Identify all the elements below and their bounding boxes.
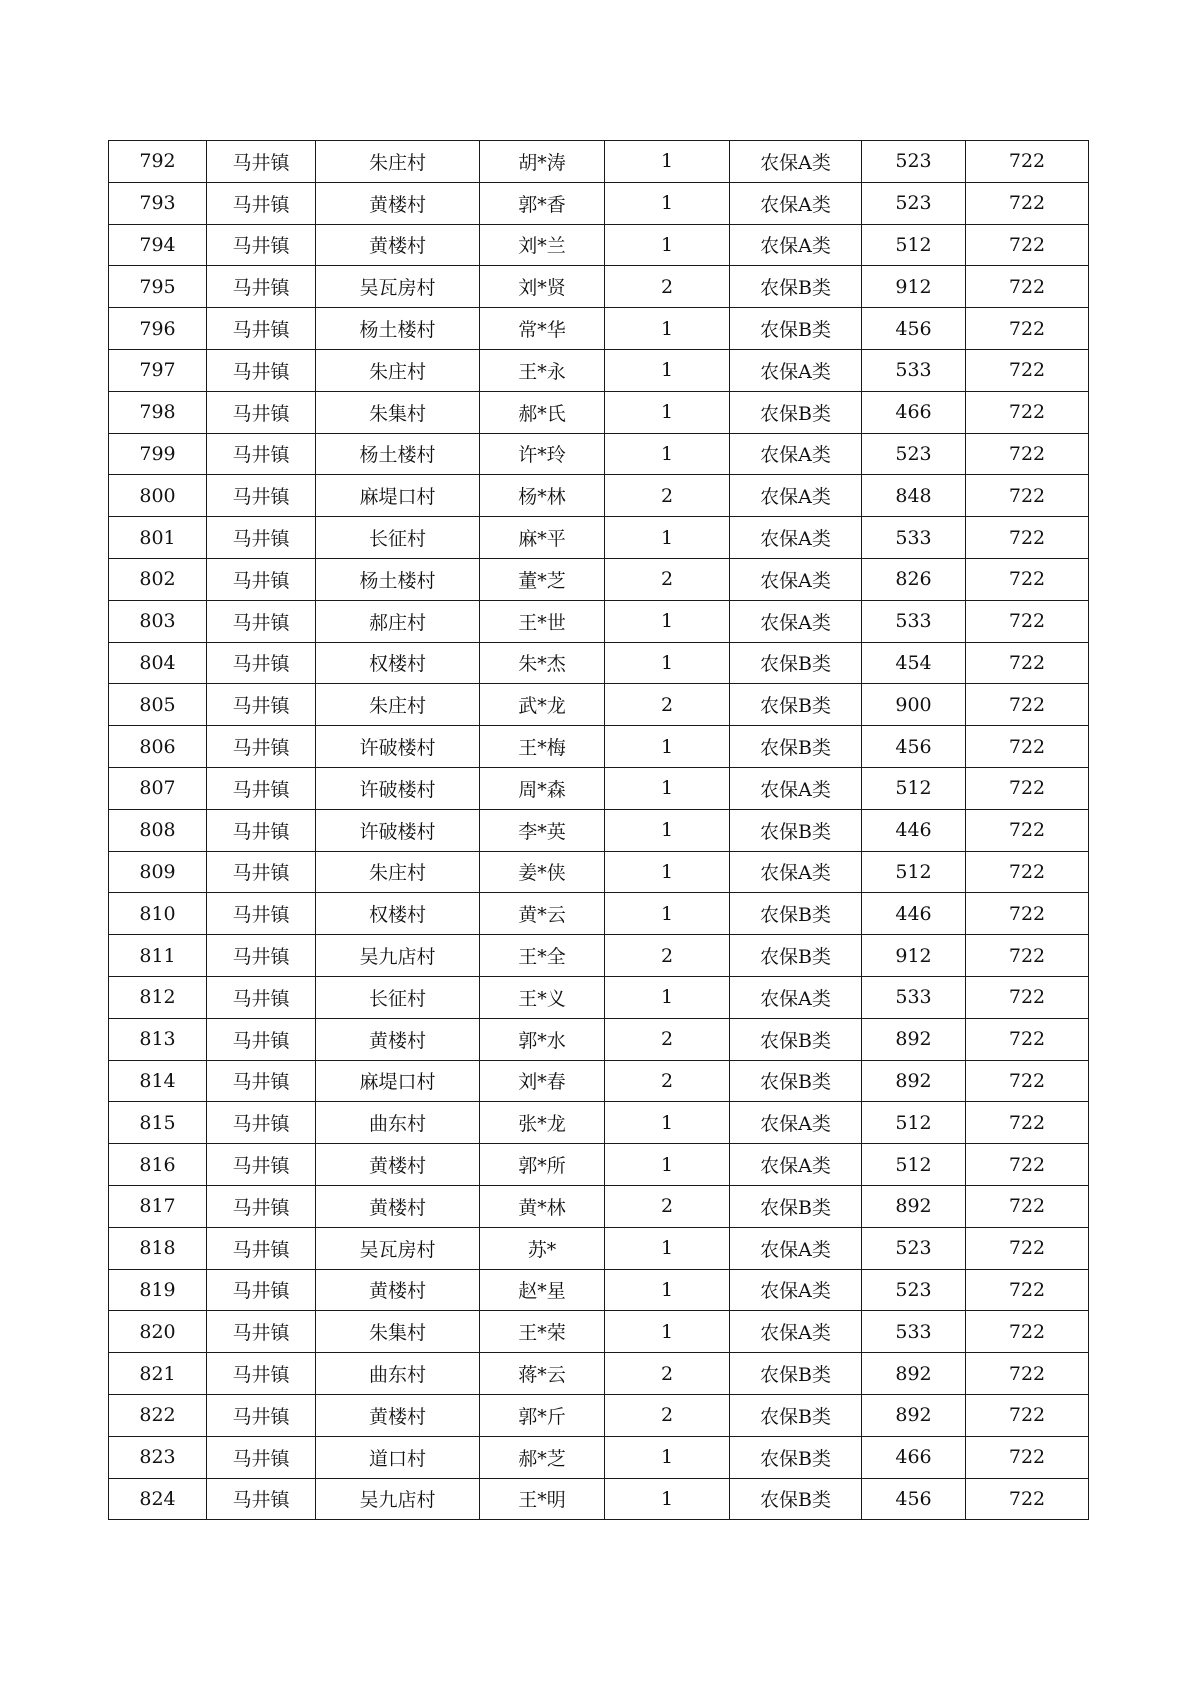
table-row <box>109 517 1089 559</box>
town-cell: 马井镇 <box>207 558 316 600</box>
table-row <box>109 1227 1089 1269</box>
amount-cell: 892 <box>862 1185 966 1227</box>
village-cell: 杨土楼村 <box>316 433 480 475</box>
table-row <box>109 349 1089 391</box>
household-size-cell: 2 <box>605 935 730 977</box>
name-cell: 郭*所 <box>480 1144 605 1186</box>
village-cell: 长征村 <box>316 976 480 1018</box>
town-cell: 马井镇 <box>207 851 316 893</box>
row-number-cell: 792 <box>109 141 207 183</box>
row-number-cell: 800 <box>109 475 207 517</box>
town-cell: 马井镇 <box>207 475 316 517</box>
household-size-cell: 1 <box>605 726 730 768</box>
amount-cell: 523 <box>862 1269 966 1311</box>
standard-cell: 722 <box>966 1269 1089 1311</box>
name-cell: 黄*云 <box>480 893 605 935</box>
row-number-cell: 798 <box>109 391 207 433</box>
name-cell: 王*明 <box>480 1478 605 1520</box>
standard-cell: 722 <box>966 433 1089 475</box>
household-size-cell: 1 <box>605 600 730 642</box>
row-number-cell: 812 <box>109 976 207 1018</box>
amount-cell: 512 <box>862 851 966 893</box>
name-cell: 姜*侠 <box>480 851 605 893</box>
household-size-cell: 1 <box>605 391 730 433</box>
town-cell: 马井镇 <box>207 642 316 684</box>
village-cell: 黄楼村 <box>316 182 480 224</box>
household-size-cell: 1 <box>605 851 730 893</box>
amount-cell: 512 <box>862 1102 966 1144</box>
amount-cell: 512 <box>862 224 966 266</box>
village-cell: 吴九店村 <box>316 1478 480 1520</box>
standard-cell: 722 <box>966 1060 1089 1102</box>
town-cell: 马井镇 <box>207 1353 316 1395</box>
name-cell: 麻*平 <box>480 517 605 559</box>
amount-cell: 523 <box>862 141 966 183</box>
village-cell: 长征村 <box>316 517 480 559</box>
row-number-cell: 807 <box>109 767 207 809</box>
household-size-cell: 1 <box>605 1436 730 1478</box>
amount-cell: 900 <box>862 684 966 726</box>
table-row <box>109 1394 1089 1436</box>
row-number-cell: 810 <box>109 893 207 935</box>
name-cell: 蒋*云 <box>480 1353 605 1395</box>
household-size-cell: 2 <box>605 1185 730 1227</box>
amount-cell: 523 <box>862 182 966 224</box>
village-cell: 道口村 <box>316 1436 480 1478</box>
household-size-cell: 1 <box>605 976 730 1018</box>
village-cell: 黄楼村 <box>316 1144 480 1186</box>
amount-cell: 446 <box>862 809 966 851</box>
name-cell: 刘*兰 <box>480 224 605 266</box>
household-size-cell: 2 <box>605 475 730 517</box>
standard-cell: 722 <box>966 475 1089 517</box>
village-cell: 权楼村 <box>316 893 480 935</box>
insurance-type-cell: 农保A类 <box>730 1269 862 1311</box>
town-cell: 马井镇 <box>207 1478 316 1520</box>
standard-cell: 722 <box>966 1018 1089 1060</box>
standard-cell: 722 <box>966 1227 1089 1269</box>
village-cell: 吴瓦房村 <box>316 1227 480 1269</box>
village-cell: 朱集村 <box>316 1311 480 1353</box>
standard-cell: 722 <box>966 726 1089 768</box>
town-cell: 马井镇 <box>207 349 316 391</box>
row-number-cell: 796 <box>109 308 207 350</box>
row-number-cell: 808 <box>109 809 207 851</box>
table-row <box>109 976 1089 1018</box>
standard-cell: 722 <box>966 224 1089 266</box>
village-cell: 郝庄村 <box>316 600 480 642</box>
table-row <box>109 224 1089 266</box>
village-cell: 朱集村 <box>316 391 480 433</box>
name-cell: 武*龙 <box>480 684 605 726</box>
household-size-cell: 1 <box>605 809 730 851</box>
standard-cell: 722 <box>966 517 1089 559</box>
town-cell: 马井镇 <box>207 1102 316 1144</box>
household-size-cell: 1 <box>605 349 730 391</box>
village-cell: 朱庄村 <box>316 684 480 726</box>
table-row <box>109 1436 1089 1478</box>
town-cell: 马井镇 <box>207 224 316 266</box>
town-cell: 马井镇 <box>207 809 316 851</box>
name-cell: 刘*春 <box>480 1060 605 1102</box>
table-row <box>109 433 1089 475</box>
amount-cell: 466 <box>862 1436 966 1478</box>
table-row <box>109 809 1089 851</box>
table-row <box>109 391 1089 433</box>
town-cell: 马井镇 <box>207 893 316 935</box>
village-cell: 吴九店村 <box>316 935 480 977</box>
household-size-cell: 1 <box>605 1478 730 1520</box>
town-cell: 马井镇 <box>207 1311 316 1353</box>
household-size-cell: 1 <box>605 893 730 935</box>
household-size-cell: 2 <box>605 1394 730 1436</box>
insurance-type-cell: 农保B类 <box>730 391 862 433</box>
table-row <box>109 1018 1089 1060</box>
row-number-cell: 813 <box>109 1018 207 1060</box>
row-number-cell: 824 <box>109 1478 207 1520</box>
household-size-cell: 1 <box>605 517 730 559</box>
amount-cell: 466 <box>862 391 966 433</box>
insurance-type-cell: 农保B类 <box>730 1018 862 1060</box>
amount-cell: 512 <box>862 1144 966 1186</box>
household-size-cell: 1 <box>605 224 730 266</box>
town-cell: 马井镇 <box>207 182 316 224</box>
town-cell: 马井镇 <box>207 767 316 809</box>
insurance-type-cell: 农保A类 <box>730 976 862 1018</box>
standard-cell: 722 <box>966 1311 1089 1353</box>
household-size-cell: 1 <box>605 642 730 684</box>
insurance-type-cell: 农保A类 <box>730 433 862 475</box>
records-table <box>108 140 1089 1520</box>
insurance-type-cell: 农保A类 <box>730 517 862 559</box>
amount-cell: 512 <box>862 767 966 809</box>
town-cell: 马井镇 <box>207 935 316 977</box>
amount-cell: 456 <box>862 1478 966 1520</box>
household-size-cell: 1 <box>605 767 730 809</box>
village-cell: 曲东村 <box>316 1353 480 1395</box>
insurance-type-cell: 农保A类 <box>730 182 862 224</box>
name-cell: 许*玲 <box>480 433 605 475</box>
standard-cell: 722 <box>966 976 1089 1018</box>
amount-cell: 848 <box>862 475 966 517</box>
name-cell: 王*全 <box>480 935 605 977</box>
records-table-body <box>109 141 1089 1520</box>
table-row <box>109 1353 1089 1395</box>
name-cell: 郝*芝 <box>480 1436 605 1478</box>
standard-cell: 722 <box>966 308 1089 350</box>
standard-cell: 722 <box>966 558 1089 600</box>
standard-cell: 722 <box>966 1478 1089 1520</box>
name-cell: 王*梅 <box>480 726 605 768</box>
insurance-type-cell: 农保A类 <box>730 349 862 391</box>
row-number-cell: 817 <box>109 1185 207 1227</box>
row-number-cell: 822 <box>109 1394 207 1436</box>
row-number-cell: 801 <box>109 517 207 559</box>
village-cell: 曲东村 <box>316 1102 480 1144</box>
table-row <box>109 141 1089 183</box>
town-cell: 马井镇 <box>207 1436 316 1478</box>
table-row <box>109 1144 1089 1186</box>
amount-cell: 533 <box>862 976 966 1018</box>
table-row <box>109 642 1089 684</box>
standard-cell: 722 <box>966 1185 1089 1227</box>
standard-cell: 722 <box>966 1436 1089 1478</box>
household-size-cell: 1 <box>605 1102 730 1144</box>
town-cell: 马井镇 <box>207 433 316 475</box>
standard-cell: 722 <box>966 935 1089 977</box>
table-row <box>109 767 1089 809</box>
name-cell: 董*芝 <box>480 558 605 600</box>
insurance-type-cell: 农保B类 <box>730 266 862 308</box>
amount-cell: 454 <box>862 642 966 684</box>
name-cell: 王*义 <box>480 976 605 1018</box>
amount-cell: 912 <box>862 266 966 308</box>
village-cell: 黄楼村 <box>316 224 480 266</box>
standard-cell: 722 <box>966 141 1089 183</box>
insurance-type-cell: 农保B类 <box>730 809 862 851</box>
household-size-cell: 2 <box>605 1060 730 1102</box>
insurance-type-cell: 农保A类 <box>730 224 862 266</box>
insurance-type-cell: 农保A类 <box>730 600 862 642</box>
standard-cell: 722 <box>966 182 1089 224</box>
insurance-type-cell: 农保B类 <box>730 308 862 350</box>
name-cell: 周*森 <box>480 767 605 809</box>
table-row <box>109 266 1089 308</box>
village-cell: 麻堤口村 <box>316 475 480 517</box>
standard-cell: 722 <box>966 893 1089 935</box>
household-size-cell: 2 <box>605 266 730 308</box>
row-number-cell: 823 <box>109 1436 207 1478</box>
table-row <box>109 1102 1089 1144</box>
row-number-cell: 804 <box>109 642 207 684</box>
household-size-cell: 1 <box>605 1311 730 1353</box>
standard-cell: 722 <box>966 600 1089 642</box>
table-row <box>109 308 1089 350</box>
standard-cell: 722 <box>966 767 1089 809</box>
village-cell: 许破楼村 <box>316 726 480 768</box>
household-size-cell: 2 <box>605 1353 730 1395</box>
standard-cell: 722 <box>966 349 1089 391</box>
amount-cell: 912 <box>862 935 966 977</box>
town-cell: 马井镇 <box>207 308 316 350</box>
insurance-type-cell: 农保B类 <box>730 642 862 684</box>
name-cell: 王*世 <box>480 600 605 642</box>
insurance-type-cell: 农保A类 <box>730 141 862 183</box>
row-number-cell: 818 <box>109 1227 207 1269</box>
row-number-cell: 799 <box>109 433 207 475</box>
row-number-cell: 806 <box>109 726 207 768</box>
table-row <box>109 893 1089 935</box>
amount-cell: 892 <box>862 1353 966 1395</box>
amount-cell: 892 <box>862 1394 966 1436</box>
insurance-type-cell: 农保B类 <box>730 1060 862 1102</box>
standard-cell: 722 <box>966 391 1089 433</box>
name-cell: 李*英 <box>480 809 605 851</box>
town-cell: 马井镇 <box>207 976 316 1018</box>
amount-cell: 446 <box>862 893 966 935</box>
insurance-type-cell: 农保B类 <box>730 1394 862 1436</box>
town-cell: 马井镇 <box>207 600 316 642</box>
village-cell: 麻堤口村 <box>316 1060 480 1102</box>
village-cell: 杨土楼村 <box>316 308 480 350</box>
household-size-cell: 1 <box>605 141 730 183</box>
insurance-type-cell: 农保B类 <box>730 726 862 768</box>
name-cell: 朱*杰 <box>480 642 605 684</box>
insurance-type-cell: 农保B类 <box>730 1478 862 1520</box>
row-number-cell: 793 <box>109 182 207 224</box>
name-cell: 刘*贤 <box>480 266 605 308</box>
village-cell: 许破楼村 <box>316 809 480 851</box>
row-number-cell: 794 <box>109 224 207 266</box>
row-number-cell: 816 <box>109 1144 207 1186</box>
table-row <box>109 182 1089 224</box>
amount-cell: 533 <box>862 600 966 642</box>
amount-cell: 533 <box>862 349 966 391</box>
household-size-cell: 1 <box>605 1269 730 1311</box>
village-cell: 黄楼村 <box>316 1394 480 1436</box>
table-row <box>109 851 1089 893</box>
table-row <box>109 1060 1089 1102</box>
name-cell: 黄*林 <box>480 1185 605 1227</box>
row-number-cell: 820 <box>109 1311 207 1353</box>
row-number-cell: 797 <box>109 349 207 391</box>
village-cell: 许破楼村 <box>316 767 480 809</box>
household-size-cell: 2 <box>605 1018 730 1060</box>
town-cell: 马井镇 <box>207 1018 316 1060</box>
insurance-type-cell: 农保B类 <box>730 893 862 935</box>
village-cell: 杨土楼村 <box>316 558 480 600</box>
village-cell: 吴瓦房村 <box>316 266 480 308</box>
row-number-cell: 795 <box>109 266 207 308</box>
name-cell: 杨*林 <box>480 475 605 517</box>
standard-cell: 722 <box>966 642 1089 684</box>
insurance-type-cell: 农保A类 <box>730 475 862 517</box>
amount-cell: 456 <box>862 308 966 350</box>
village-cell: 朱庄村 <box>316 349 480 391</box>
insurance-type-cell: 农保B类 <box>730 935 862 977</box>
table-row <box>109 1185 1089 1227</box>
village-cell: 黄楼村 <box>316 1185 480 1227</box>
table-row <box>109 935 1089 977</box>
amount-cell: 456 <box>862 726 966 768</box>
name-cell: 郭*水 <box>480 1018 605 1060</box>
town-cell: 马井镇 <box>207 1060 316 1102</box>
amount-cell: 892 <box>862 1018 966 1060</box>
table-row <box>109 475 1089 517</box>
amount-cell: 533 <box>862 1311 966 1353</box>
standard-cell: 722 <box>966 809 1089 851</box>
name-cell: 王*永 <box>480 349 605 391</box>
insurance-type-cell: 农保A类 <box>730 1227 862 1269</box>
row-number-cell: 821 <box>109 1353 207 1395</box>
table-row <box>109 1269 1089 1311</box>
household-size-cell: 1 <box>605 1227 730 1269</box>
amount-cell: 523 <box>862 1227 966 1269</box>
row-number-cell: 802 <box>109 558 207 600</box>
village-cell: 朱庄村 <box>316 851 480 893</box>
row-number-cell: 803 <box>109 600 207 642</box>
amount-cell: 826 <box>862 558 966 600</box>
name-cell: 郭*斤 <box>480 1394 605 1436</box>
insurance-type-cell: 农保B类 <box>730 1436 862 1478</box>
household-size-cell: 1 <box>605 1144 730 1186</box>
table-row <box>109 1478 1089 1520</box>
amount-cell: 523 <box>862 433 966 475</box>
insurance-type-cell: 农保A类 <box>730 558 862 600</box>
amount-cell: 533 <box>862 517 966 559</box>
name-cell: 苏* <box>480 1227 605 1269</box>
insurance-type-cell: 农保B类 <box>730 1185 862 1227</box>
town-cell: 马井镇 <box>207 1185 316 1227</box>
town-cell: 马井镇 <box>207 517 316 559</box>
town-cell: 马井镇 <box>207 1269 316 1311</box>
village-cell: 黄楼村 <box>316 1018 480 1060</box>
row-number-cell: 809 <box>109 851 207 893</box>
name-cell: 常*华 <box>480 308 605 350</box>
row-number-cell: 814 <box>109 1060 207 1102</box>
household-size-cell: 1 <box>605 433 730 475</box>
standard-cell: 722 <box>966 1144 1089 1186</box>
town-cell: 马井镇 <box>207 1227 316 1269</box>
row-number-cell: 805 <box>109 684 207 726</box>
row-number-cell: 811 <box>109 935 207 977</box>
town-cell: 马井镇 <box>207 266 316 308</box>
insurance-type-cell: 农保A类 <box>730 851 862 893</box>
household-size-cell: 2 <box>605 558 730 600</box>
name-cell: 张*龙 <box>480 1102 605 1144</box>
name-cell: 郭*香 <box>480 182 605 224</box>
table-row <box>109 726 1089 768</box>
table-row <box>109 558 1089 600</box>
town-cell: 马井镇 <box>207 391 316 433</box>
standard-cell: 722 <box>966 266 1089 308</box>
table-row <box>109 684 1089 726</box>
standard-cell: 722 <box>966 1394 1089 1436</box>
insurance-type-cell: 农保B类 <box>730 1353 862 1395</box>
town-cell: 马井镇 <box>207 1394 316 1436</box>
table-row <box>109 1311 1089 1353</box>
standard-cell: 722 <box>966 1353 1089 1395</box>
name-cell: 赵*星 <box>480 1269 605 1311</box>
table-row <box>109 600 1089 642</box>
standard-cell: 722 <box>966 1102 1089 1144</box>
town-cell: 马井镇 <box>207 141 316 183</box>
name-cell: 郝*氏 <box>480 391 605 433</box>
town-cell: 马井镇 <box>207 1144 316 1186</box>
row-number-cell: 819 <box>109 1269 207 1311</box>
standard-cell: 722 <box>966 684 1089 726</box>
household-size-cell: 2 <box>605 684 730 726</box>
village-cell: 黄楼村 <box>316 1269 480 1311</box>
household-size-cell: 1 <box>605 182 730 224</box>
town-cell: 马井镇 <box>207 684 316 726</box>
insurance-type-cell: 农保A类 <box>730 1144 862 1186</box>
standard-cell: 722 <box>966 851 1089 893</box>
amount-cell: 892 <box>862 1060 966 1102</box>
household-size-cell: 1 <box>605 308 730 350</box>
row-number-cell: 815 <box>109 1102 207 1144</box>
village-cell: 朱庄村 <box>316 141 480 183</box>
name-cell: 胡*涛 <box>480 141 605 183</box>
insurance-type-cell: 农保A类 <box>730 1102 862 1144</box>
insurance-type-cell: 农保B类 <box>730 684 862 726</box>
village-cell: 权楼村 <box>316 642 480 684</box>
name-cell: 王*荣 <box>480 1311 605 1353</box>
insurance-type-cell: 农保A类 <box>730 1311 862 1353</box>
insurance-type-cell: 农保A类 <box>730 767 862 809</box>
town-cell: 马井镇 <box>207 726 316 768</box>
